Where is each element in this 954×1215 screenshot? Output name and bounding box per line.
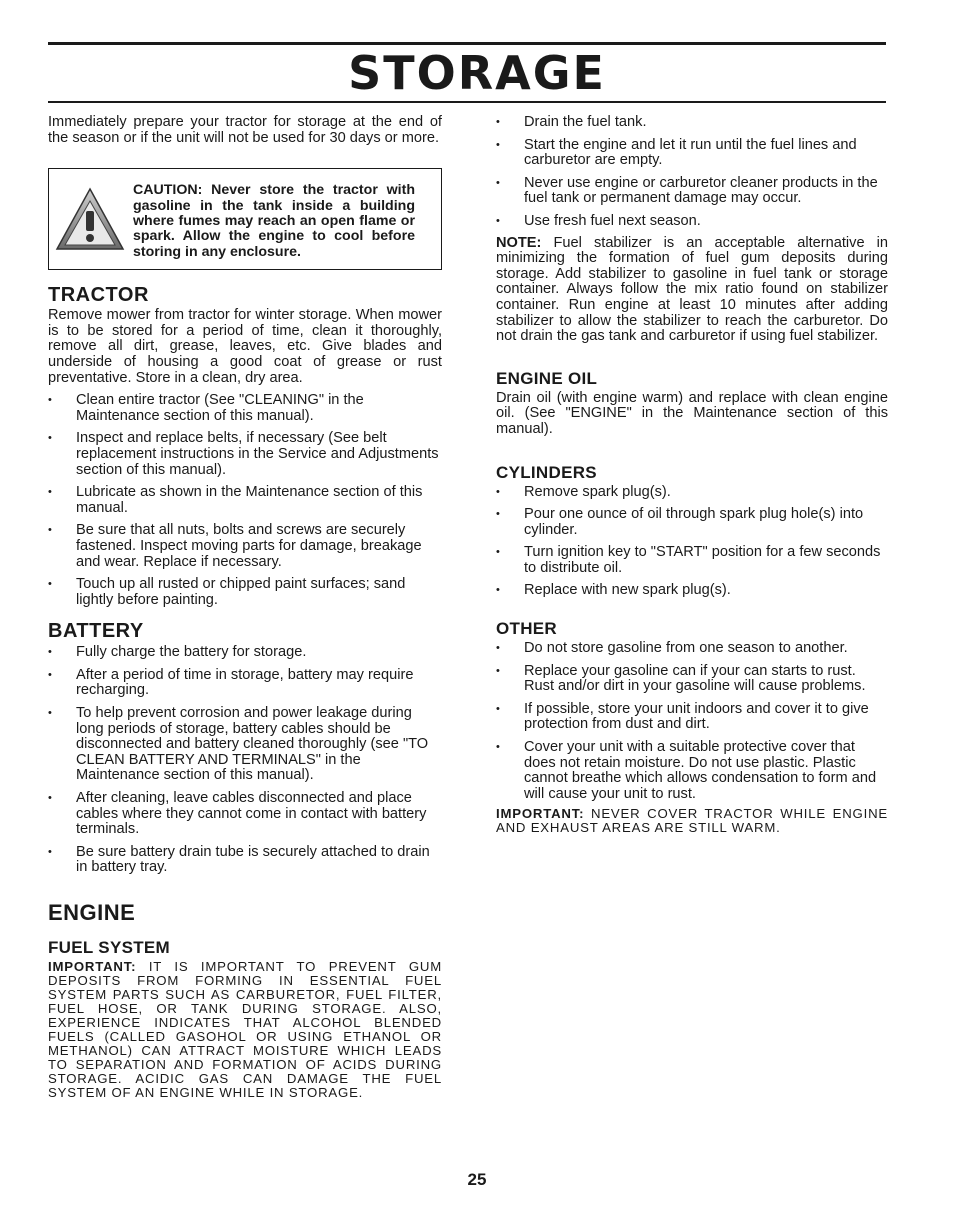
list-item: • Clean entire tractor (See "CLEANING" in the Maintenance section of this manual). bbox=[48, 393, 442, 424]
caution-text: CAUTION: Never store the tractor with gasoline in the tank inside a building where fumes may reach an open flame or spark. Allow the engine to cool before storing in any enclosure. bbox=[133, 182, 415, 260]
left-column bbox=[48, 115, 442, 1100]
list-item: • Use fresh fuel next season. bbox=[496, 214, 888, 230]
cylinders-list bbox=[496, 485, 888, 600]
engine-oil-heading: ENGINE OIL bbox=[496, 368, 598, 388]
warning-triangle-icon bbox=[55, 187, 125, 251]
page-number: 25 bbox=[467, 1170, 487, 1189]
list-item: • Fully charge the battery for storage. bbox=[48, 645, 442, 661]
list-item: • Pour one ounce of oil through spark plug hole(s) into cylinder. bbox=[496, 507, 888, 538]
list-item: • Replace with new spark plug(s). bbox=[496, 583, 888, 599]
important-body: IT IS IMPORTANT TO PREVENT GUM DEPOSITS FROM FORMING IN ESSENTIAL FUEL SYSTEM PARTS SUCH AS CARBURETOR, FUEL FILTER, FUEL HOSE, OR TANK DURING STORAGE. ALSO, EXPERIENCE INDICATES THAT ALCOHOL BLENDED FUELS (CALLED GASOHOL OR USING ETHANOL OR METHANOL) CAN ATTRACT MOISTURE WHICH LEADS TO SEPARATION AND FORMATION OF ACIDS DURING STORAGE. ACIDIC GAS CAN DAMAGE THE FUEL SYSTEM OF AN ENGINE WHILE IN STORAGE. bbox=[48, 959, 442, 1100]
list-item: • Drain the fuel tank. bbox=[496, 115, 888, 131]
tractor-text: Remove mower from tractor for winter storage. When mower is to be stored for a period of time, clean it thoroughly, remove all dirt, grease, leaves, etc. Give blades and underside of housing a good coat of grease or rust preventative. Store in a clean, dry area. bbox=[48, 307, 442, 386]
important-body: NEVER COVER TRACTOR WHILE ENGINE AND EXHAUST AREAS ARE STILL WARM. bbox=[496, 806, 888, 836]
list-item: • Remove spark plug(s). bbox=[496, 485, 888, 501]
engine-heading: ENGINE bbox=[48, 900, 136, 925]
tractor-list bbox=[48, 393, 442, 608]
header-rule-bottom bbox=[48, 101, 886, 103]
list-item: • Inspect and replace belts, if necessary (See belt replacement instructions in the Service and Adjustments section of this manual). bbox=[48, 431, 442, 478]
engine-oil-text: Drain oil (with engine warm) and replace with clean engine oil. (See "ENGINE" in the Maintenance section of this manual). bbox=[496, 389, 888, 437]
other-list bbox=[496, 641, 888, 802]
list-item: • Start the engine and let it run until the fuel lines and carburetor are empty. bbox=[496, 138, 888, 169]
right-column bbox=[496, 115, 888, 835]
important-label: IMPORTANT: bbox=[496, 806, 585, 822]
list-item: • Cover your unit with a suitable protective cover that does not retain moisture. Do not use plastic. Plastic cannot breathe which allows condensation to form and will cause your unit to rust. bbox=[496, 740, 888, 802]
fuel-system-heading: FUEL SYSTEM bbox=[48, 938, 171, 957]
note-text bbox=[496, 236, 888, 345]
list-item: • Touch up all rusted or chipped paint surfaces; sand lightly before painting. bbox=[48, 577, 442, 608]
intro-text: Immediately prepare your tractor for storage at the end of the season or if the unit will not be used for 30 days or more. bbox=[48, 114, 442, 146]
other-important-text bbox=[496, 807, 888, 835]
page-title: STORAGE bbox=[348, 46, 606, 100]
fuel-important-text bbox=[48, 960, 442, 1100]
list-item: • After a period of time in storage, battery may require recharging. bbox=[48, 668, 442, 699]
list-item: • After cleaning, leave cables disconnected and place cables where they cannot come in contact with battery terminals. bbox=[48, 791, 442, 838]
list-item: • If possible, store your unit indoors and cover it to give protection from dust and dirt. bbox=[496, 702, 888, 733]
list-item: • Replace your gasoline can if your can starts to rust. Rust and/or dirt in your gasoline will cause problems. bbox=[496, 664, 888, 695]
battery-list bbox=[48, 645, 442, 876]
battery-heading: BATTERY bbox=[48, 620, 144, 643]
list-item: • Be sure that all nuts, bolts and screws are securely fastened. Inspect moving parts for damage, breakage and wear. Replace if necessary. bbox=[48, 523, 442, 570]
note-body: Fuel stabilizer is an acceptable alternative in minimizing the formation of fuel gum deposits during storage. Add stabilizer to gasoline in fuel tank or storage container. Always follow the mix ratio found on stabilizer container. Run engine at least 10 minutes after adding stabilizer to allow the stabilizer to reach the carburetor. Do not drain the gas tank and carburetor if using fuel stabilizer. bbox=[496, 234, 888, 345]
caution-box bbox=[48, 168, 442, 270]
list-item: • Be sure battery drain tube is securely attached to drain in battery tray. bbox=[48, 845, 442, 876]
header-rule-top bbox=[48, 42, 886, 45]
note-label: NOTE: bbox=[496, 234, 542, 251]
cylinders-heading: CYLINDERS bbox=[496, 462, 597, 482]
tractor-heading: TRACTOR bbox=[48, 284, 149, 307]
list-item: • Do not store gasoline from one season to another. bbox=[496, 641, 888, 657]
list-item: • Never use engine or carburetor cleaner products in the fuel tank or permanent damage may occur. bbox=[496, 176, 888, 207]
list-item: • Lubricate as shown in the Maintenance section of this manual. bbox=[48, 485, 442, 516]
list-item: • To help prevent corrosion and power leakage during long periods of storage, battery cables should be disconnected and battery cleaned thoroughly (see "TO CLEAN BATTERY AND TERMINALS" in the Maintenance section of this manual). bbox=[48, 706, 442, 784]
other-heading: OTHER bbox=[496, 619, 557, 639]
important-label: IMPORTANT: bbox=[48, 959, 137, 974]
list-item: • Turn ignition key to "START" position for a few seconds to distribute oil. bbox=[496, 545, 888, 576]
fuel-list bbox=[496, 115, 888, 230]
